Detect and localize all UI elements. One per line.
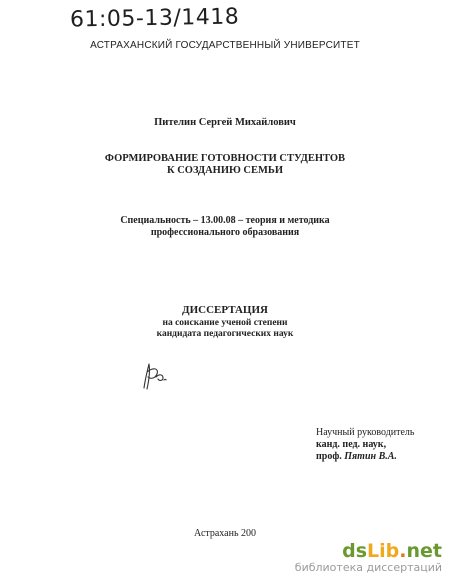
supervisor-role: Научный руководитель xyxy=(316,427,415,438)
handwritten-archive-number: 61:05-13/1418 xyxy=(69,4,240,33)
supervisor-rank: проф. xyxy=(316,451,342,462)
title-line-2: К СОЗДАНИЮ СЕМЬИ xyxy=(166,165,284,176)
document-type: ДИССЕРТАЦИЯ xyxy=(182,304,268,316)
supervisor-degree: канд. пед. наук, xyxy=(316,439,387,450)
handwritten-signature xyxy=(135,358,175,399)
dslib-subtitle: библиотека диссертаций xyxy=(294,561,442,574)
degree-line-2: кандидата педагогических наук xyxy=(156,329,294,339)
city-year: Астрахань 200 xyxy=(193,528,257,539)
dslib-logo: dsLib.net xyxy=(342,540,442,562)
title-line-1: ФОРМИРОВАНИЕ ГОТОВНОСТИ СТУДЕНТОВ xyxy=(104,153,346,164)
specialty-line-1: Специальность – 13.00.08 – теория и методика xyxy=(120,215,330,226)
dissertation-title xyxy=(0,153,450,177)
specialty xyxy=(0,215,450,239)
degree-sought xyxy=(0,318,450,340)
supervisor-block xyxy=(316,427,415,463)
specialty-line-2: профессионального образования xyxy=(150,227,300,238)
supervisor-name-line xyxy=(316,451,415,463)
university-name: АСТРАХАНСКИЙ ГОСУДАРСТВЕННЫЙ УНИВЕРСИТЕТ xyxy=(90,40,360,51)
supervisor-name: Пятин В.А. xyxy=(344,451,397,462)
degree-line-1: на соискание ученой степени xyxy=(162,318,288,328)
dslib-watermark[interactable] xyxy=(295,541,442,574)
author-name: Пителин Сергей Михайлович xyxy=(154,117,296,128)
signature-mark xyxy=(135,358,175,394)
